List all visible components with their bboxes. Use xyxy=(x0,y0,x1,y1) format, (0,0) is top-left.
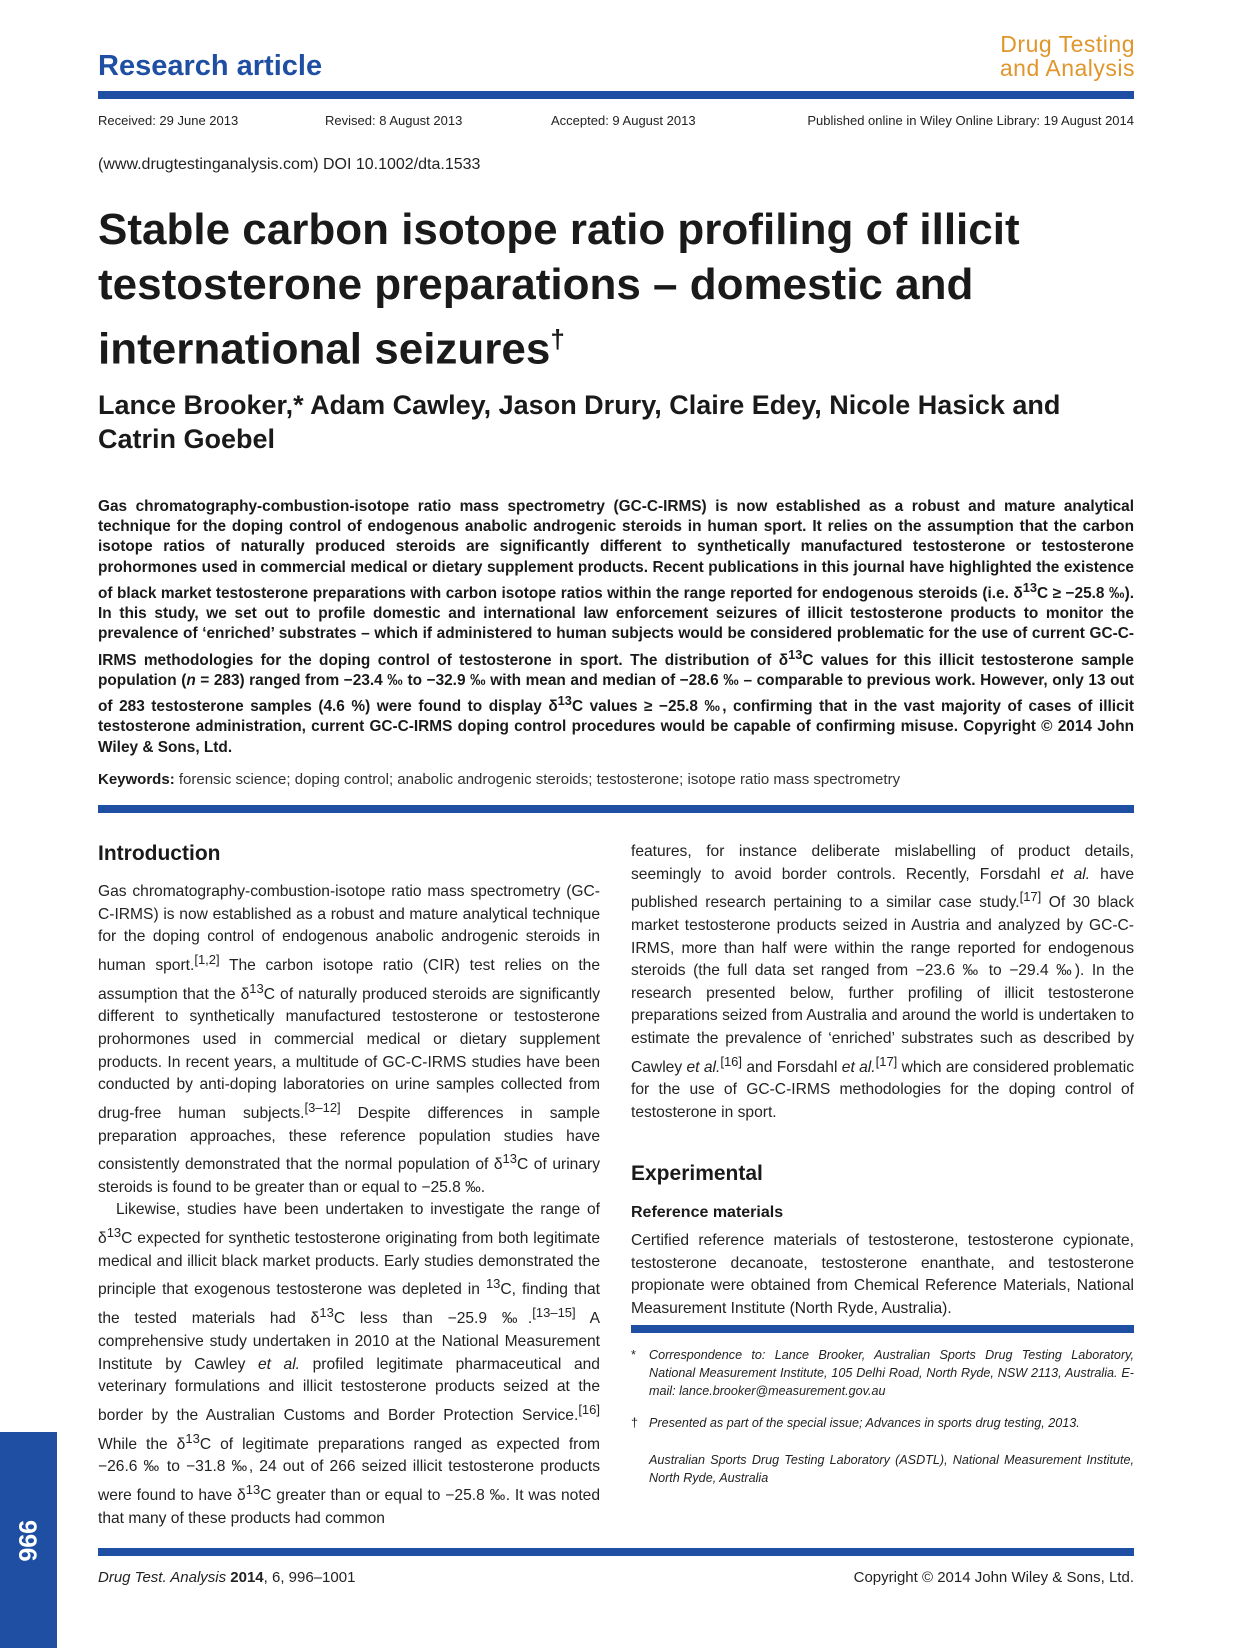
keywords xyxy=(98,771,1134,788)
journal-logo-line1: Drug Testing xyxy=(1000,31,1135,57)
footnote-rule xyxy=(631,1325,1134,1333)
author-list: Lance Brooker,* Adam Cawley, Jason Drury, Claire Edey, Nicole Hasick and Catrin Goebel xyxy=(98,390,1061,454)
journal-logo-line2: and Analysis xyxy=(999,55,1135,81)
introduction-heading: Introduction xyxy=(98,842,221,865)
footer-rule xyxy=(98,1548,1134,1556)
abstract-rule xyxy=(98,805,1134,813)
revised-date: Revised: 8 August 2013 xyxy=(325,113,463,128)
affiliation-footnote: Australian Sports Drug Testing Laboratory (ASDTL), National Measurement Institute, North Ryde, Australia xyxy=(649,1453,1134,1485)
header-rule xyxy=(98,91,1134,99)
experimental-heading: Experimental xyxy=(631,1162,763,1185)
intro-paragraph-1: Gas chromatography-combustion-isotope ratio mass spectrometry (GC-C-IRMS) is now established as a robust and mature analytical technique for the doping control of endogenous anabolic androgenic steroids in human sport.[1,2] The carbon isotope ratio (CIR) test relies on the assumption that the $\delta^{13}C$ of naturally produced steroids are significantly different to synthetically manufactured testosterone or testosterone prohormones used in commercial medical or dietary supplement products. In recent years, a multitude of GC-C-IRMS studies have been conducted by anti-doping laboratories on urine samples collected from drug-free human subjects.[3–12] Despite differences in sample preparation approaches, these reference population studies have consistently demonstrated that the normal population of $\delta^{13}C$ of urinary steroids is found to be greater than or equal to −25.8 ‰. xyxy=(98,883,601,1196)
reference-materials-subheading: Reference materials xyxy=(631,1204,784,1221)
intro-paragraph-2: Likewise, studies have been undertaken to investigate the range of $\delta^{13}C$ expected for synthetic testosterone originating from both legitimate medical and illicit black market products. Early studies demonstrated the principle that exogenous testosterone was depleted in $^{13}$C, finding that the tested materials had $\delta^{13}C$ less than −25.9 ‰.[13–15] A comprehensive study undertaken in 2010 at the National Measurement Institute by Cawley et al. profiled legitimate pharmaceutical and veterinary formulations and illicit testosterone products seized at the border by the Australian Customs and Border Protection Service.[16] While the $\delta^{13}C$ of legitimate preparations ranged as expected from −26.6 ‰ to −31.8 ‰, 24 out of 266 seized illicit testosterone products were found to have $\delta^{13}C$ greater than or equal to −25.8 ‰. It was noted that many of these products had common xyxy=(98,1201,601,1527)
footer-citation: Drug Test. Analysis 2014, 6, 996–1001 xyxy=(98,1569,356,1586)
doi-line: (www.drugtestinganalysis.com) DOI 10.1002/dta.1533 xyxy=(98,156,481,173)
footer-copyright: Copyright © 2014 John Wiley & Sons, Ltd. xyxy=(853,1569,1134,1586)
introduction-continued: features, for instance deliberate mislabelling of product details, seemingly to avoid border controls. Recently, Forsdahl et al. have published research pertaining to a similar case study.[17] Of 30 black market testosterone products seized in Austria and analyzed by GC-C-IRMS, more than half were within the range reported for endogenous steroids (the full data set ranged from −23.6 ‰ to −29.4 ‰). In the research presented below, further profiling of illicit testosterone preparations seized from Australia and around the world is undertaken to estimate the prevalence of ‘enriched’ substrates such as described by Cawley et al.[16] and Forsdahl et al.[17] which are considered problematic for the use of GC-C-IRMS methodologies for the doping control of testosterone in sport. xyxy=(631,843,1135,1121)
title-dagger: † xyxy=(550,324,565,354)
article-type-label: Research article xyxy=(98,50,323,82)
page-number: 996 xyxy=(13,1520,41,1562)
accepted-date: Accepted: 9 August 2013 xyxy=(551,113,696,128)
article-title: Stable carbon isotope ratio profiling of illicit testosterone preparations – domestic and international seizures† xyxy=(98,205,1020,374)
keywords-label: Keywords: xyxy=(98,771,175,788)
introduction-body xyxy=(98,881,600,1530)
journal-logo xyxy=(930,32,1135,80)
special-issue-footnote: † Presented as part of the special issue; Advances in sports drug testing, 2013. xyxy=(631,1416,1080,1430)
keywords-text: forensic science; doping control; anabolic androgenic steroids; testosterone; isotope ratio mass spectrometry xyxy=(174,771,901,788)
received-date: Received: 29 June 2013 xyxy=(98,113,239,128)
correspondence-footnote: * Correspondence to: Lance Brooker, Australian Sports Drug Testing Laboratory, National Measurement Institute, 105 Delhi Road, North Ryde, NSW 2113, Australia. E-mail: lance.brooker@measurement.gov.au xyxy=(631,1348,1134,1398)
published-date: Published online in Wiley Online Library: 19 August 2014 xyxy=(807,113,1134,128)
abstract: Gas chromatography-combustion-isotope ratio mass spectrometry (GC-C-IRMS) is now established as a robust and mature analytical technique for the doping control of endogenous anabolic androgenic steroids in human sport. It relies on the assumption that the carbon isotope ratios of naturally produced steroids are significantly different to synthetically manufactured testosterone or testosterone prohormones used in commercial medical or dietary supplement products. Recent publications in this journal have highlighted the existence of black market testosterone preparations with carbon isotope ratios within the range reported for endogenous steroids (i.e. $\delta^{13}C \ge -25.8$ ‰). In this study, we set out to profile domestic and international law enforcement seizures of illicit testosterone products to monitor the prevalence of ‘enriched’ substrates – which if administered to human subjects would be considered problematic for the use of current GC-C-IRMS methodologies for the doping control of testosterone in sport. The distribution of $\delta^{13}C$ values for this illicit testosterone sample population (n = 283) ranged from −23.4 ‰ to −32.9 ‰ with mean and median of −28.6 ‰ – comparable to previous work. However, only 13 out of 283 testosterone samples (4.6 %) were found to display $\delta^{13}C$ values ≥ −25.8 ‰, confirming that in the vast majority of cases of illicit testosterone administration, current GC-C-IRMS doping control procedures would be capable of confirming misuse. Copyright © 2014 John Wiley & Sons, Ltd. xyxy=(98,498,1135,756)
reference-materials-text: Certified reference materials of testosterone, testosterone cypionate, testosterone decanoate, testosterone enanthate, and testosterone propionate were obtained from Chemical Reference Materials, National Measurement Institute (North Ryde, Australia). xyxy=(631,1232,1134,1317)
